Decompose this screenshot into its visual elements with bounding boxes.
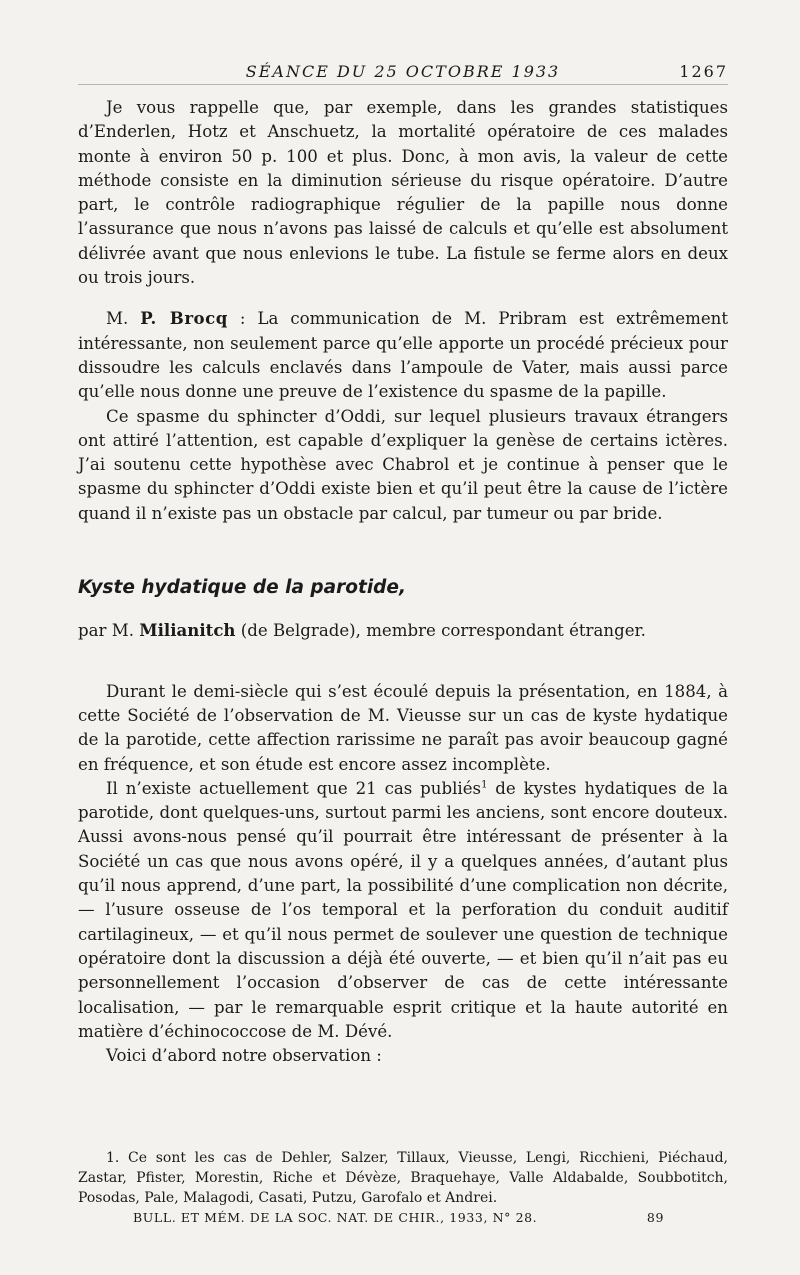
paragraph-intro: Durant le demi-siècle qui s’est écoulé depuis la présentation, en 1884, à cette Société de l’observation de M. Vieusse sur un cas de kyste hydatique de la parotide, cette affection rarissime ne paraît pas avoir beaucoup gagné en fréquence, et son étude est encore assez incomplète. xyxy=(78,681,728,774)
byline-prefix: par M. xyxy=(78,621,140,641)
author-name: Milianitch xyxy=(139,620,236,641)
running-head xyxy=(78,62,728,86)
running-title: SÉANCE DU 25 OCTOBRE 1933 xyxy=(245,62,561,81)
paragraph-brocq-text: : La communication de M. Pribram est extrêmement intéressante, non seulement parce qu’elle apporte un procédé précieux pour dissoudre les calculs enclavés dans l’ampoule de Vater, mais aussi parce qu’elle nous donne une preuve de l’existence du spasme de la papille. xyxy=(78,309,729,402)
paragraph-cases-start: Il n’existe actuellement que 21 cas publiés xyxy=(106,778,482,798)
footnote-ref[interactable]: 1 xyxy=(481,779,488,791)
page-footer xyxy=(78,1210,728,1230)
paragraph-cases xyxy=(78,777,728,1044)
speaker-name: P. Brocq xyxy=(140,308,228,329)
byline xyxy=(78,618,728,643)
header-rule xyxy=(78,84,728,85)
byline-suffix: (de Belgrade), membre correspondant étranger. xyxy=(235,621,646,641)
paragraph-mortality: Je vous rappelle que, par exemple, dans les grandes statistiques d’Enderlen, Hotz et Anschuetz, la mortalité opératoire de ces malades monte à environ 50 p. 100 et plus. Donc, à mon avis, la valeur de cette méthode consiste en la diminution sérieuse du risque opératoire. D’autre part, le contrôle radiographique régulier de la papille nous donne l’assurance que nous n’avons pas laissé de calculs et qu’elle est absolument délivrée avant que nous enlevions le tube. La fistule se ferme alors en deux ou trois jours. xyxy=(78,98,728,288)
paragraph-brocq xyxy=(78,306,728,404)
body-text xyxy=(78,96,728,1068)
paragraph-observation: Voici d’abord notre observation : xyxy=(106,1046,382,1066)
footnote xyxy=(78,1148,728,1208)
paragraph-cases-rest: de kystes hydatiques de la parotide, dont quelques-uns, surtout parmi les anciens, sont encore douteux. Aussi avons-nous pensé qu’il pourrait être intéressant de présenter à la Société un cas que nous avons opéré, il y a quelques années, d’autant plus qu’il nous apprend, d’une part, la possibilité d’une complication non décrite, — l’usure osseuse de l’os temporal et la perforation du conduit auditif cartilagineux, — et qu’il nous permet de soulever une question de technique opératoire dont la discussion a déjà été ouverte, — et bien qu’il n’ait pas eu personnellement l’occasion d’observer de cas de cette intéressante localisation, — par le remarquable esprit critique et la haute autorité en matière d’échinococcose de M. Dévé. xyxy=(78,778,729,1041)
signature-mark: 89 xyxy=(646,1210,664,1225)
paragraph-oddi: Ce spasme du sphincter d’Oddi, sur lequel plusieurs travaux étrangers ont attiré l’attention, est capable d’expliquer la genèse de certains ictères. J’ai soutenu cette hypothèse avec Chabrol et je continue à penser que le spasme du sphincter d’Oddi existe bien et qu’il peut être la cause de l’ictère quand il n’existe pas un obstacle par calcul, par tumeur ou par bride. xyxy=(78,406,728,523)
page-number: 1267 xyxy=(679,62,728,81)
journal-citation: BULL. ET MÉM. DE LA SOC. NAT. DE CHIR., 1933, N° 28. xyxy=(133,1210,538,1225)
footnote-text: 1. Ce sont les cas de Dehler, Salzer, Tillaux, Vieusse, Lengi, Ricchieni, Piéchaud, Zastar, Pfister, Morestin, Riche et Dévèze, Braquehaye, Valle Aldabalde, Soubbotitch, Posodas, Pale, Malagodi, Casati, Putzu, Garofalo et Andrei. xyxy=(78,1150,728,1206)
speaker-prefix: M. xyxy=(106,309,141,329)
section-title: Kyste hydatique de la parotide, xyxy=(78,577,406,599)
